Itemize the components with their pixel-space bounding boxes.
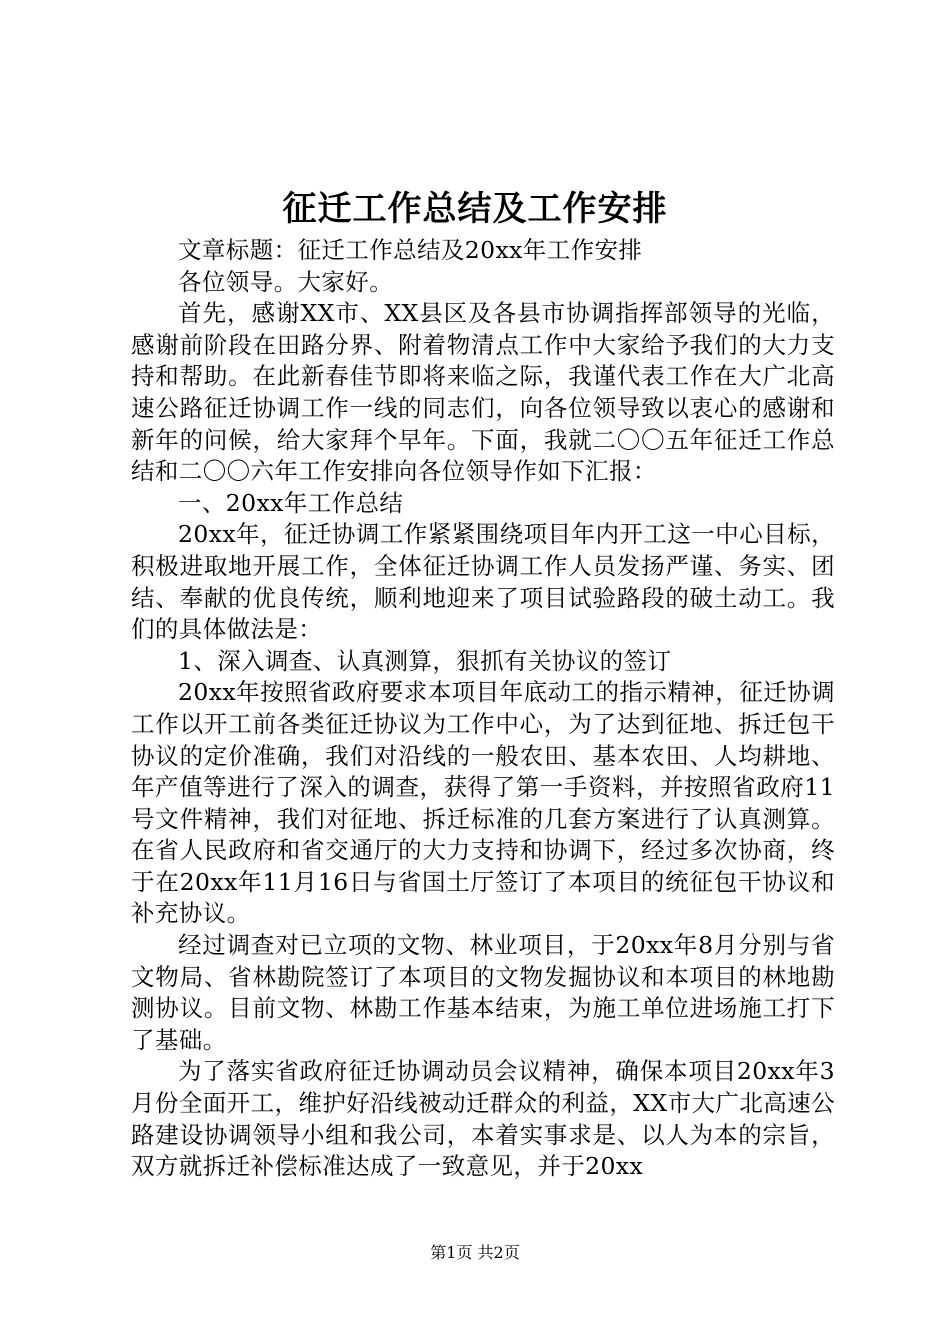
subsection-heading-agreements: 1、深入调查、认真测算，狠抓有关协议的签订 — [178, 646, 672, 675]
page-footer: 第1页 共2页 — [430, 1243, 520, 1262]
paragraph-summary-overview: 20xx年，征迁协调工作紧紧围绕项目年内开工这一中心目标，积极进取地开展工作，全体征迁协调工作人员发扬严谨、务实、团结、奉献的优良传统，顺利地迎来了项目试验路段的破土动工。我们的具体做法是： — [131, 520, 835, 644]
document-body — [131, 235, 835, 1183]
paragraph-agreements: 20xx年按照省政府要求本项目年底动工的指示精神，征迁协调工作以开工前各类征迁协议为工作中心，为了达到征地、拆迁包干协议的定价准确，我们对沿线的一般农田、基本农田、人均耕地、年产值等进行了深入的调查，获得了第一手资料，并按照省政府11号文件精神，我们对征地、拆迁标准的几套方案进行了认真测算。在省人民政府和省交通厅的大力支持和协调下，经过多次协商，终于在20xx年11月16日与省国土厅签订了本项目的统征包干协议和补充协议。 — [131, 678, 835, 928]
paragraph-compensation: 为了落实省政府征迁协调动员会议精神，确保本项目20xx年3月份全面开工，维护好沿线被动迁群众的利益，XX市大广北高速公路建设协调领导小组和我公司，本着实事求是、以人为本的宗旨，双方就拆迁补偿标准达成了一致意见，并于20xx — [131, 1057, 835, 1181]
section-heading-summary: 一、20xx年工作总结 — [178, 488, 404, 517]
paragraph-greeting: 各位领导。大家好。 — [178, 267, 394, 296]
document-title: 征迁工作总结及工作安排 — [282, 189, 668, 229]
paragraph-introduction: 首先，感谢XX市、XX县区及各县市协调指挥部领导的光临，感谢前阶段在田路分界、附着物清点工作中大家给予我们的大力支持和帮助。在此新春佳节即将来临之际，我谨代表工作在大广北高速公路征迁协调工作一线的同志们，向各位领导致以衷心的感谢和新年的问候，给大家拜个早年。下面，我就二〇〇五年征迁工作总结和二〇〇六年工作安排向各位领导作如下汇报： — [131, 299, 835, 486]
paragraph-cultural-forestry: 经过调查对已立项的文物、林业项目，于20xx年8月分别与省文物局、省林勘院签订了本项目的文物发掘协议和本项目的林地勘测协议。目前文物、林勘工作基本结束，为施工单位进场施工打下了基础。 — [131, 931, 835, 1054]
paragraph-article-title: 文章标题：征迁工作总结及20xx年工作安排 — [178, 236, 643, 264]
